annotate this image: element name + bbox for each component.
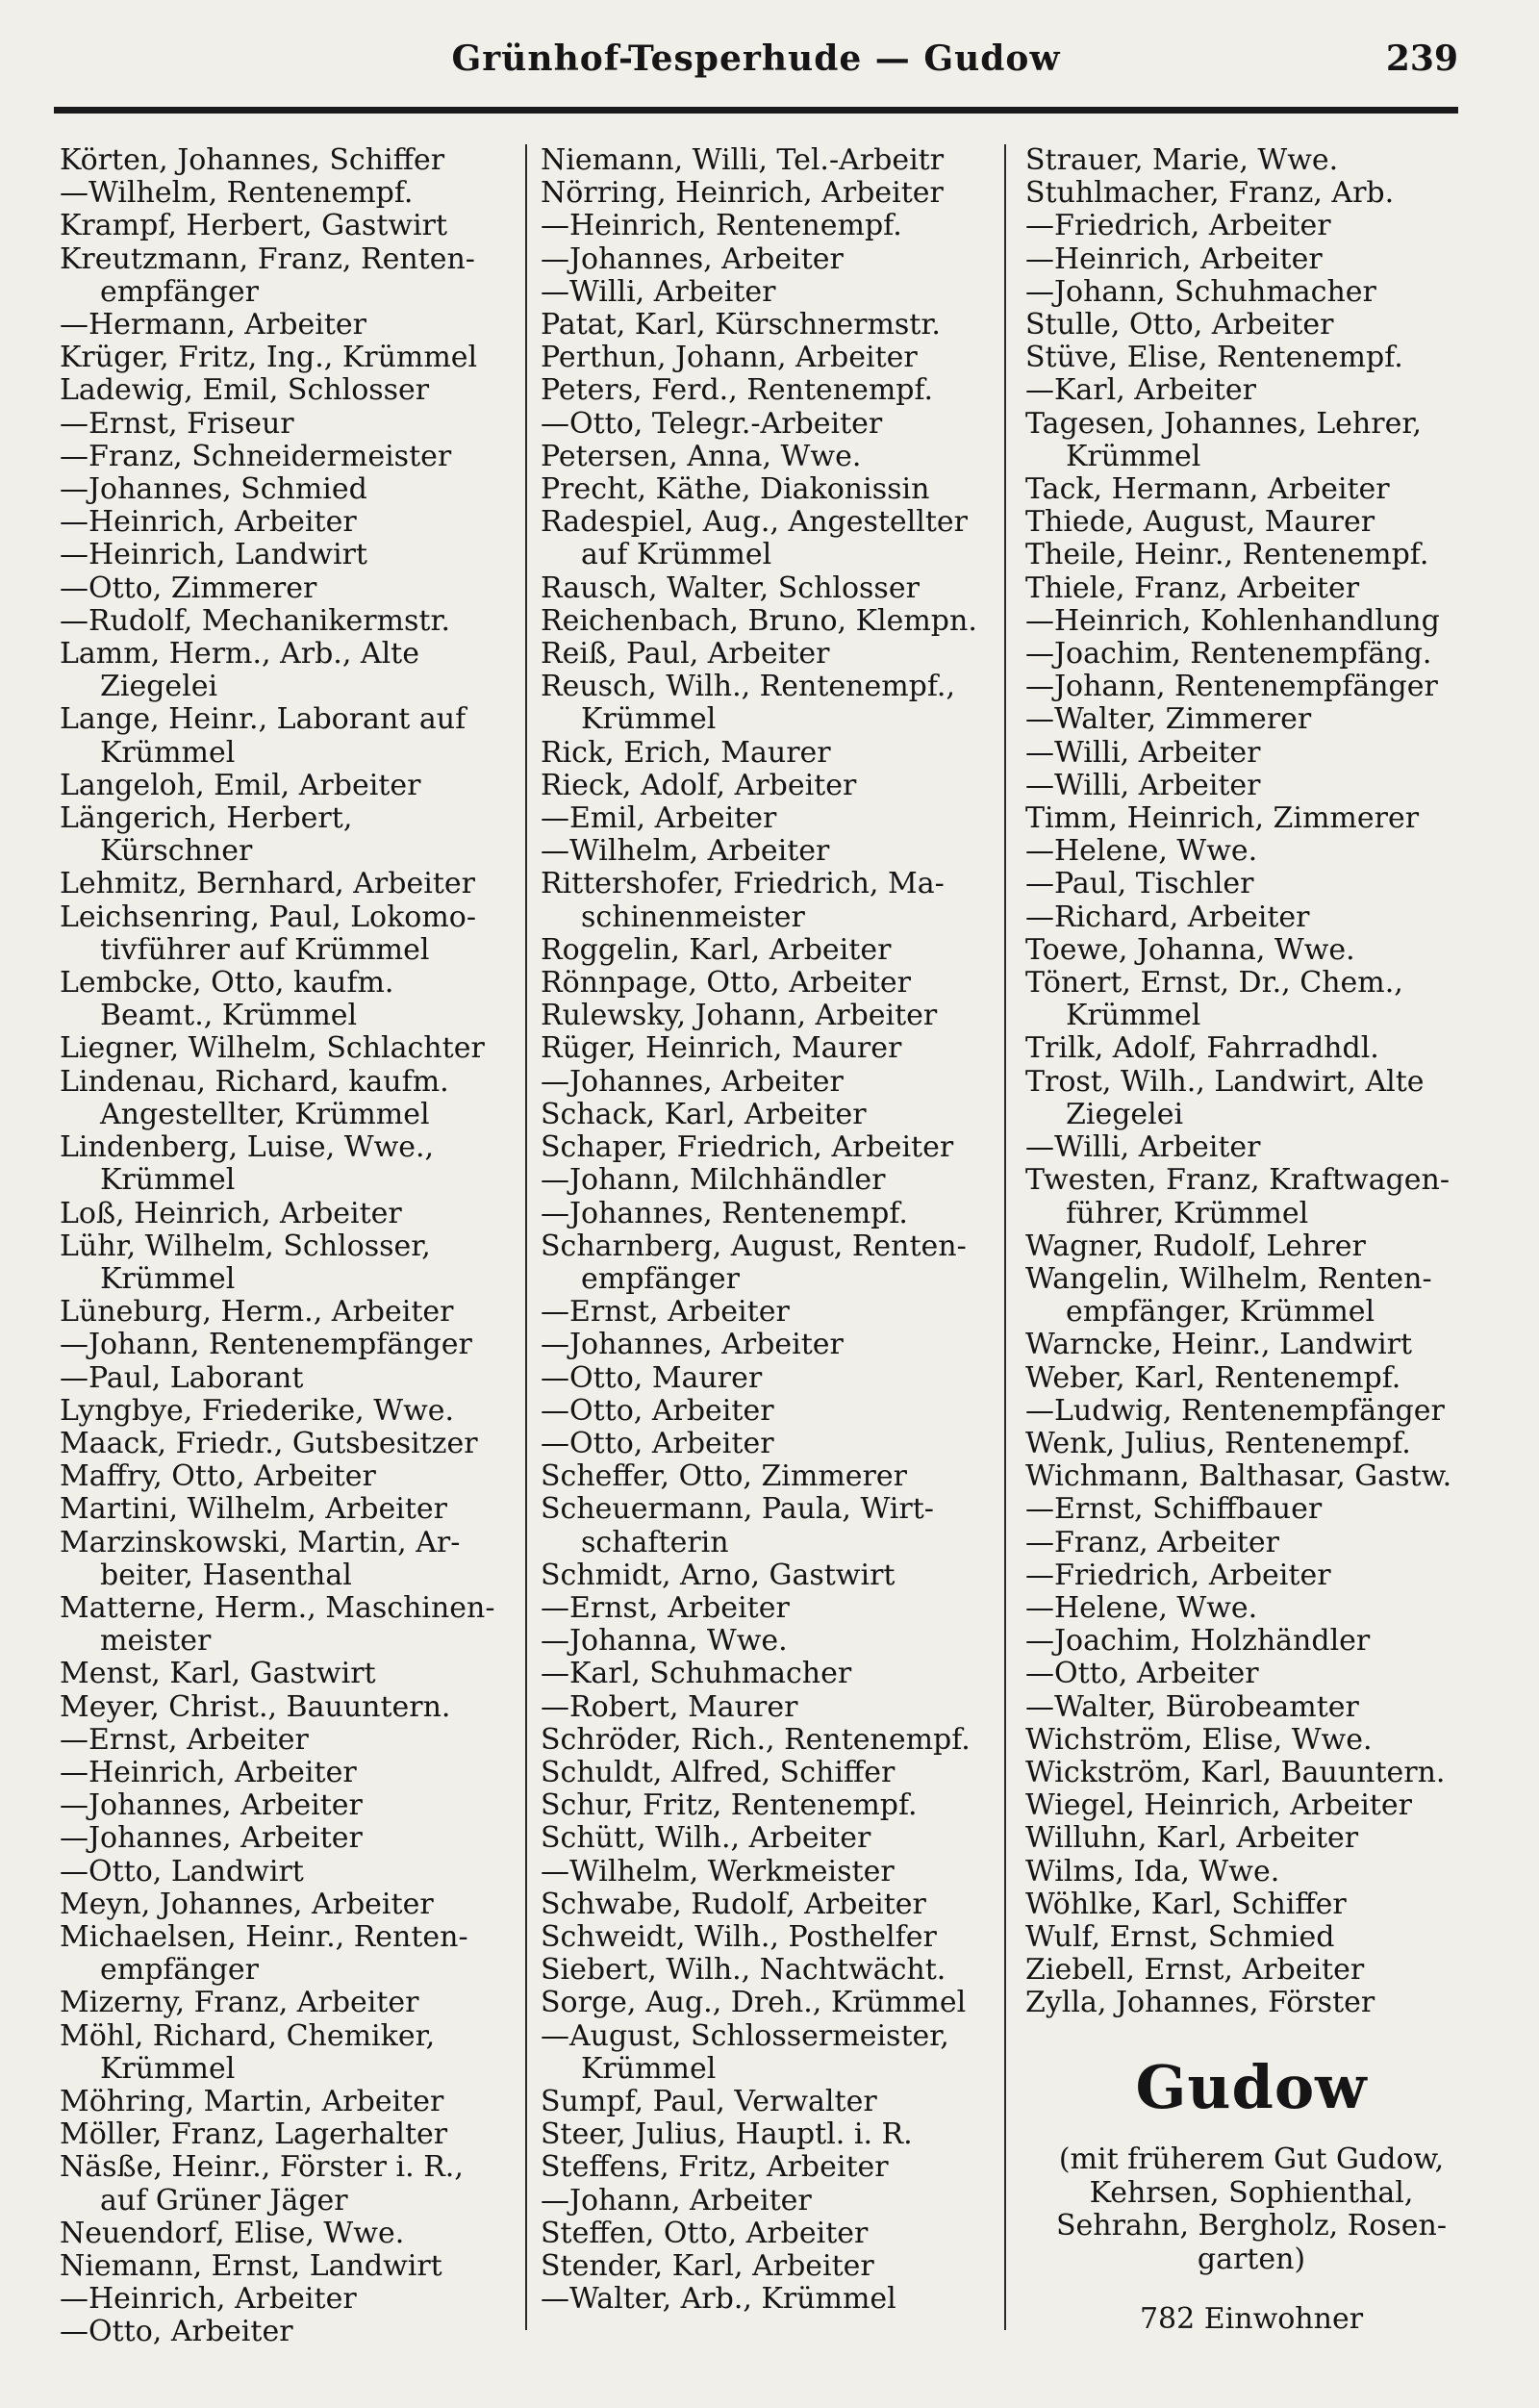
- directory-entry: Thiede, August, Maurer: [1025, 505, 1375, 540]
- directory-entry: Stüve, Elise, Rentenempf.: [1025, 341, 1403, 375]
- directory-entry: Reiß, Paul, Arbeiter: [541, 637, 830, 672]
- directory-entry: Kreutzmann, Franz, Renten-empfänger: [60, 241, 475, 309]
- directory-entry: Lembcke, Otto, kaufm. Beamt., Krümmel: [60, 966, 394, 1033]
- directory-entry: Reusch, Wilh., Rentenempf., Krümmel: [541, 670, 955, 737]
- directory-entry: Steffen, Otto, Arbeiter: [541, 2216, 869, 2250]
- directory-entry: Trilk, Adolf, Fahrradhdl.: [1025, 1031, 1379, 1066]
- directory-entry: Schack, Karl, Arbeiter: [541, 1097, 867, 1131]
- directory-entry: Rittershofer, Friedrich, Ma-schinenmeister: [541, 867, 945, 934]
- directory-entry: Tagesen, Johannes, Lehrer, Krümmel: [1025, 406, 1422, 473]
- directory-entry: Tönert, Ernst, Dr., Chem., Krümmel: [1025, 966, 1403, 1033]
- directory-entry: —Willi, Arbeiter: [1025, 1130, 1261, 1165]
- directory-entry: Meyn, Johannes, Arbeiter: [60, 1887, 434, 1921]
- directory-entry: —Otto, Arbeiter: [541, 1426, 774, 1460]
- directory-entry: Toewe, Johanna, Wwe.: [1025, 932, 1355, 967]
- column-divider: [1004, 144, 1006, 2330]
- directory-entry: Schwabe, Rudolf, Arbeiter: [541, 1887, 926, 1921]
- directory-entry: —Johannes, Arbeiter: [60, 1788, 363, 1823]
- directory-entry: Schmidt, Arno, Gastwirt: [541, 1558, 896, 1592]
- directory-entry: —Heinrich, Arbeiter: [60, 2282, 357, 2317]
- directory-entry: Körten, Johannes, Schiffer: [60, 143, 445, 177]
- directory-entry: —Hermann, Arbeiter: [60, 308, 367, 342]
- directory-entry: Theile, Heinr., Rentenempf.: [1025, 538, 1429, 572]
- directory-entry: Strauer, Marie, Wwe.: [1025, 143, 1339, 177]
- directory-entry: —Johann, Arbeiter: [541, 2183, 812, 2218]
- directory-entry: Lyngbye, Friederike, Wwe.: [60, 1393, 455, 1428]
- directory-entry: Ladewig, Emil, Schlosser: [60, 373, 430, 408]
- directory-entry: —Emil, Arbeiter: [541, 801, 777, 836]
- directory-entry: Rick, Erich, Maurer: [541, 735, 831, 770]
- directory-entry: Sorge, Aug., Dreh., Krümmel: [541, 1986, 967, 2020]
- directory-entry: —Willi, Arbeiter: [541, 274, 776, 309]
- directory-entry: Neuendorf, Elise, Wwe.: [60, 2216, 405, 2250]
- directory-entry: Lange, Heinr., Laborant auf Krümmel: [60, 702, 467, 770]
- directory-entry: —Johannes, Arbeiter: [541, 241, 844, 276]
- directory-entry: Stuhlmacher, Franz, Arb.: [1025, 176, 1395, 211]
- directory-entry: Meyer, Christ., Bauuntern.: [60, 1689, 451, 1724]
- directory-entry: —Otto, Zimmerer: [60, 570, 317, 605]
- directory-entry: Wulf, Ernst, Schmied: [1025, 1919, 1335, 1954]
- directory-entry: Michaelsen, Heinr., Renten-empfänger: [60, 1919, 468, 1988]
- directory-entry: Stulle, Otto, Arbeiter: [1025, 308, 1334, 342]
- directory-entry: Schuldt, Alfred, Schiffer: [541, 1755, 896, 1789]
- directory-entry: Wiegel, Heinrich, Arbeiter: [1025, 1788, 1412, 1823]
- directory-entry: —Johannes, Arbeiter: [60, 1821, 363, 1856]
- directory-entry: Scheuermann, Paula, Wirt-schafterin: [541, 1492, 934, 1559]
- directory-entry: Roggelin, Karl, Arbeiter: [541, 932, 892, 967]
- directory-entry: —Ernst, Friseur: [60, 406, 294, 441]
- directory-entry: —Helene, Wwe.: [1025, 834, 1258, 869]
- directory-entry: —Joachim, Rentenempfäng.: [1025, 637, 1432, 672]
- directory-entry: Steer, Julius, Hauptl. i. R.: [541, 2117, 913, 2152]
- directory-entry: Lamm, Herm., Arb., Alte Ziegelei: [60, 637, 419, 704]
- directory-entry: —Otto, Landwirt: [60, 1854, 304, 1888]
- section-gudow: [1025, 2049, 1477, 2337]
- directory-entry: Mizerny, Franz, Arbeiter: [60, 1986, 419, 2020]
- directory-entry: —Wilhelm, Rentenempf.: [60, 176, 414, 211]
- section-note: (mit früherem Gut Gudow, Kehrsen, Sophienthal, Sehrahn, Bergholz, Rosen-garten): [1055, 2142, 1448, 2276]
- directory-entry: —Johann, Rentenempfänger: [60, 1328, 472, 1362]
- directory-entry: —Wilhelm, Arbeiter: [541, 834, 830, 869]
- directory-entry: —Johann, Milchhändler: [541, 1163, 886, 1198]
- directory-entry: —Friedrich, Arbeiter: [1025, 209, 1331, 243]
- directory-entry: —Wilhelm, Werkmeister: [541, 1854, 895, 1888]
- directory-entry: —Walter, Zimmerer: [1025, 702, 1312, 737]
- directory-entry: Perthun, Johann, Arbeiter: [541, 341, 918, 375]
- directory-entry: —Walter, Arb., Krümmel: [541, 2282, 896, 2317]
- directory-entry: Warncke, Heinr., Landwirt: [1025, 1328, 1413, 1362]
- directory-column-2: [541, 144, 993, 2316]
- directory-entry: Schröder, Rich., Rentenempf.: [541, 1722, 971, 1757]
- directory-entry: Stender, Karl, Arbeiter: [541, 2249, 874, 2283]
- directory-entry: Näsße, Heinr., Förster i. R., auf Grüner Jäger: [60, 2150, 464, 2218]
- directory-entry: Nörring, Heinrich, Arbeiter: [541, 176, 944, 211]
- directory-entry: Lindenberg, Luise, Wwe., Krümmel: [60, 1130, 435, 1198]
- directory-entry: Liegner, Wilhelm, Schlachter: [60, 1031, 485, 1066]
- directory-entry: Scheffer, Otto, Zimmerer: [541, 1459, 907, 1494]
- directory-entry: Niemann, Willi, Tel.-Arbeitr: [541, 143, 945, 177]
- directory-entry: Thiele, Franz, Arbeiter: [1025, 570, 1360, 605]
- directory-entry: Wenk, Julius, Rentenempf.: [1025, 1426, 1411, 1460]
- page-header: [54, 38, 1458, 96]
- directory-entry: Rulewsky, Johann, Arbeiter: [541, 999, 938, 1033]
- directory-entry: Lühr, Wilhelm, Schlosser, Krümmel: [60, 1229, 431, 1296]
- directory-entry: —Karl, Schuhmacher: [541, 1657, 852, 1691]
- directory-entry: Lehmitz, Bernhard, Arbeiter: [60, 867, 475, 901]
- directory-entry: —Otto, Arbeiter: [60, 2315, 293, 2349]
- directory-entry: —Johannes, Rentenempf.: [541, 1196, 908, 1230]
- directory-entry: Loß, Heinrich, Arbeiter: [60, 1196, 402, 1230]
- directory-entry: Timm, Heinrich, Zimmerer: [1025, 801, 1420, 836]
- directory-entry: —Otto, Maurer: [541, 1360, 763, 1395]
- directory-entry: Wangelin, Wilhelm, Renten-empfänger, Krümmel: [1025, 1261, 1432, 1330]
- directory-entry: —Willi, Arbeiter: [1025, 735, 1261, 770]
- directory-entry: —Franz, Schneidermeister: [60, 439, 452, 473]
- directory-entry: Menst, Karl, Gastwirt: [60, 1657, 376, 1691]
- directory-entry: Möller, Franz, Lagerhalter: [60, 2117, 448, 2152]
- directory-entry: Scharnberg, August, Renten-empfänger: [541, 1229, 967, 1296]
- directory-entry: Rönnpage, Otto, Arbeiter: [541, 966, 911, 1001]
- directory-entry: Niemann, Ernst, Landwirt: [60, 2249, 442, 2283]
- directory-entry: Lindenau, Richard, kaufm. Angestellter, Krümmel: [60, 1064, 449, 1131]
- directory-entry: Schütt, Wilh., Arbeiter: [541, 1821, 871, 1856]
- directory-entry: Ziebell, Ernst, Arbeiter: [1025, 1953, 1365, 1988]
- directory-entry: —Ernst, Schiffbauer: [1025, 1492, 1323, 1527]
- directory-entry: —Johannes, Schmied: [60, 472, 367, 507]
- directory-entry: Weber, Karl, Rentenempf.: [1025, 1360, 1401, 1395]
- section-title: Gudow: [1135, 2052, 1368, 2122]
- directory-entry: Marzinskowski, Martin, Ar-beiter, Hasenthal: [60, 1525, 461, 1592]
- directory-entry: Radespiel, Aug., Angestellter auf Krümmel: [541, 505, 969, 572]
- directory-entry: Maack, Friedr., Gutsbesitzer: [60, 1426, 478, 1460]
- directory-entry: —Franz, Arbeiter: [1025, 1525, 1279, 1559]
- directory-entry: —Ernst, Arbeiter: [60, 1722, 309, 1757]
- directory-entry: Wichström, Elise, Wwe.: [1025, 1722, 1373, 1757]
- directory-entry: Trost, Wilh., Landwirt, Alte Ziegelei: [1025, 1064, 1425, 1131]
- directory-entry: —Heinrich, Arbeiter: [60, 1755, 357, 1789]
- directory-entry: —Otto, Arbeiter: [541, 1393, 774, 1428]
- directory-entry: Precht, Käthe, Diakonissin: [541, 472, 930, 507]
- directory-entry: —Helene, Wwe.: [1025, 1590, 1258, 1625]
- directory-entry: Wichmann, Balthasar, Gastw.: [1025, 1459, 1452, 1494]
- directory-entry: —Heinrich, Rentenempf.: [541, 209, 902, 243]
- directory-entry: —Heinrich, Arbeiter: [1025, 241, 1323, 276]
- directory-entry: —Paul, Laborant: [60, 1360, 304, 1395]
- directory-entry: —Joachim, Holzhändler: [1025, 1624, 1371, 1659]
- directory-entry: Martini, Wilhelm, Arbeiter: [60, 1492, 447, 1527]
- section-population: 782 Einwohner: [1139, 2302, 1364, 2336]
- directory-entry: Krüger, Fritz, Ing., Krümmel: [60, 341, 478, 375]
- directory-entry: Leichsenring, Paul, Lokomo-tivführer auf Krümmel: [60, 900, 476, 967]
- directory-entry: —Johann, Schuhmacher: [1025, 274, 1376, 309]
- directory-entry: Rüger, Heinrich, Maurer: [541, 1031, 902, 1066]
- directory-entry: —Walter, Bürobeamter: [1025, 1689, 1359, 1724]
- page-number: 239: [1385, 38, 1458, 79]
- directory-entry: —Ernst, Arbeiter: [541, 1295, 790, 1330]
- directory-entry: Rausch, Walter, Schlosser: [541, 570, 920, 605]
- directory-entry: —Willi, Arbeiter: [1025, 768, 1261, 802]
- directory-entry: —Heinrich, Arbeiter: [60, 505, 357, 540]
- running-title: Grünhof-Tesperhude — Gudow: [451, 38, 1061, 79]
- directory-entry: Wickström, Karl, Bauuntern.: [1025, 1755, 1446, 1789]
- directory-column-3: [1025, 144, 1477, 2020]
- directory-entry: —Robert, Maurer: [541, 1689, 798, 1724]
- directory-entry: —Otto, Telegr.-Arbeiter: [541, 406, 883, 441]
- directory-entry: Maffry, Otto, Arbeiter: [60, 1459, 376, 1494]
- directory-entry: Matterne, Herm., Maschinen-meister: [60, 1590, 495, 1659]
- directory-entry: —Johannes, Arbeiter: [541, 1064, 844, 1099]
- directory-entry: —Richard, Arbeiter: [1025, 900, 1310, 934]
- column-divider: [525, 144, 527, 2330]
- directory-entry: Steffens, Fritz, Arbeiter: [541, 2150, 889, 2185]
- directory-entry: Lüneburg, Herm., Arbeiter: [60, 1295, 454, 1330]
- directory-entry: Schaper, Friedrich, Arbeiter: [541, 1130, 954, 1165]
- directory-entry: Längerich, Herbert, Kürschner: [60, 801, 353, 869]
- directory-entry: Sumpf, Paul, Verwalter: [541, 2084, 877, 2118]
- directory-entry: Krampf, Herbert, Gastwirt: [60, 209, 448, 243]
- directory-entry: —Rudolf, Mechanikermstr.: [60, 603, 451, 638]
- directory-entry: Wilms, Ida, Wwe.: [1025, 1854, 1280, 1888]
- directory-entry: Reichenbach, Bruno, Klempn.: [541, 603, 977, 638]
- header-rule: [54, 107, 1458, 114]
- directory-entry: Möhring, Martin, Arbeiter: [60, 2084, 444, 2118]
- directory-entry: —Friedrich, Arbeiter: [1025, 1558, 1331, 1592]
- directory-entry: —Heinrich, Kohlenhandlung: [1025, 603, 1440, 638]
- directory-entry: —Ernst, Arbeiter: [541, 1590, 790, 1625]
- directory-entry: Willuhn, Karl, Arbeiter: [1025, 1821, 1359, 1856]
- directory-entry: Zylla, Johannes, Förster: [1025, 1986, 1375, 2020]
- directory-entry: Petersen, Anna, Wwe.: [541, 439, 862, 473]
- directory-entry: Tack, Hermann, Arbeiter: [1025, 472, 1390, 507]
- directory-entry: Patat, Karl, Kürschnermstr.: [541, 308, 941, 342]
- directory-entry: Rieck, Adolf, Arbeiter: [541, 768, 857, 802]
- directory-entry: —Otto, Arbeiter: [1025, 1657, 1259, 1691]
- directory-entry: Schweidt, Wilh., Posthelfer: [541, 1919, 937, 1954]
- directory-entry: Siebert, Wilh., Nachtwächt.: [541, 1953, 946, 1988]
- directory-entry: —Ludwig, Rentenempfänger: [1025, 1393, 1445, 1428]
- directory-entry: Möhl, Richard, Chemiker, Krümmel: [60, 2018, 436, 2086]
- directory-entry: Peters, Ferd., Rentenempf.: [541, 373, 934, 408]
- directory-entry: —Johann, Rentenempfänger: [1025, 670, 1438, 704]
- directory-entry: Langeloh, Emil, Arbeiter: [60, 768, 421, 802]
- directory-column-1: [60, 144, 504, 2349]
- directory-entry: Schur, Fritz, Rentenempf.: [541, 1788, 918, 1823]
- directory-entry: —Paul, Tischler: [1025, 867, 1254, 901]
- directory-entry: —Heinrich, Landwirt: [60, 538, 367, 572]
- directory-entry: —Karl, Arbeiter: [1025, 373, 1257, 408]
- directory-entry: —August, Schlossermeister, Krümmel: [541, 2018, 949, 2086]
- directory-entry: Twesten, Franz, Kraftwagen-führer, Krümmel: [1025, 1163, 1450, 1230]
- directory-entry: Wagner, Rudolf, Lehrer: [1025, 1229, 1366, 1263]
- directory-entry: —Johannes, Arbeiter: [541, 1328, 844, 1362]
- directory-entry: Wöhlke, Karl, Schiffer: [1025, 1887, 1347, 1921]
- directory-entry: —Johanna, Wwe.: [541, 1624, 788, 1659]
